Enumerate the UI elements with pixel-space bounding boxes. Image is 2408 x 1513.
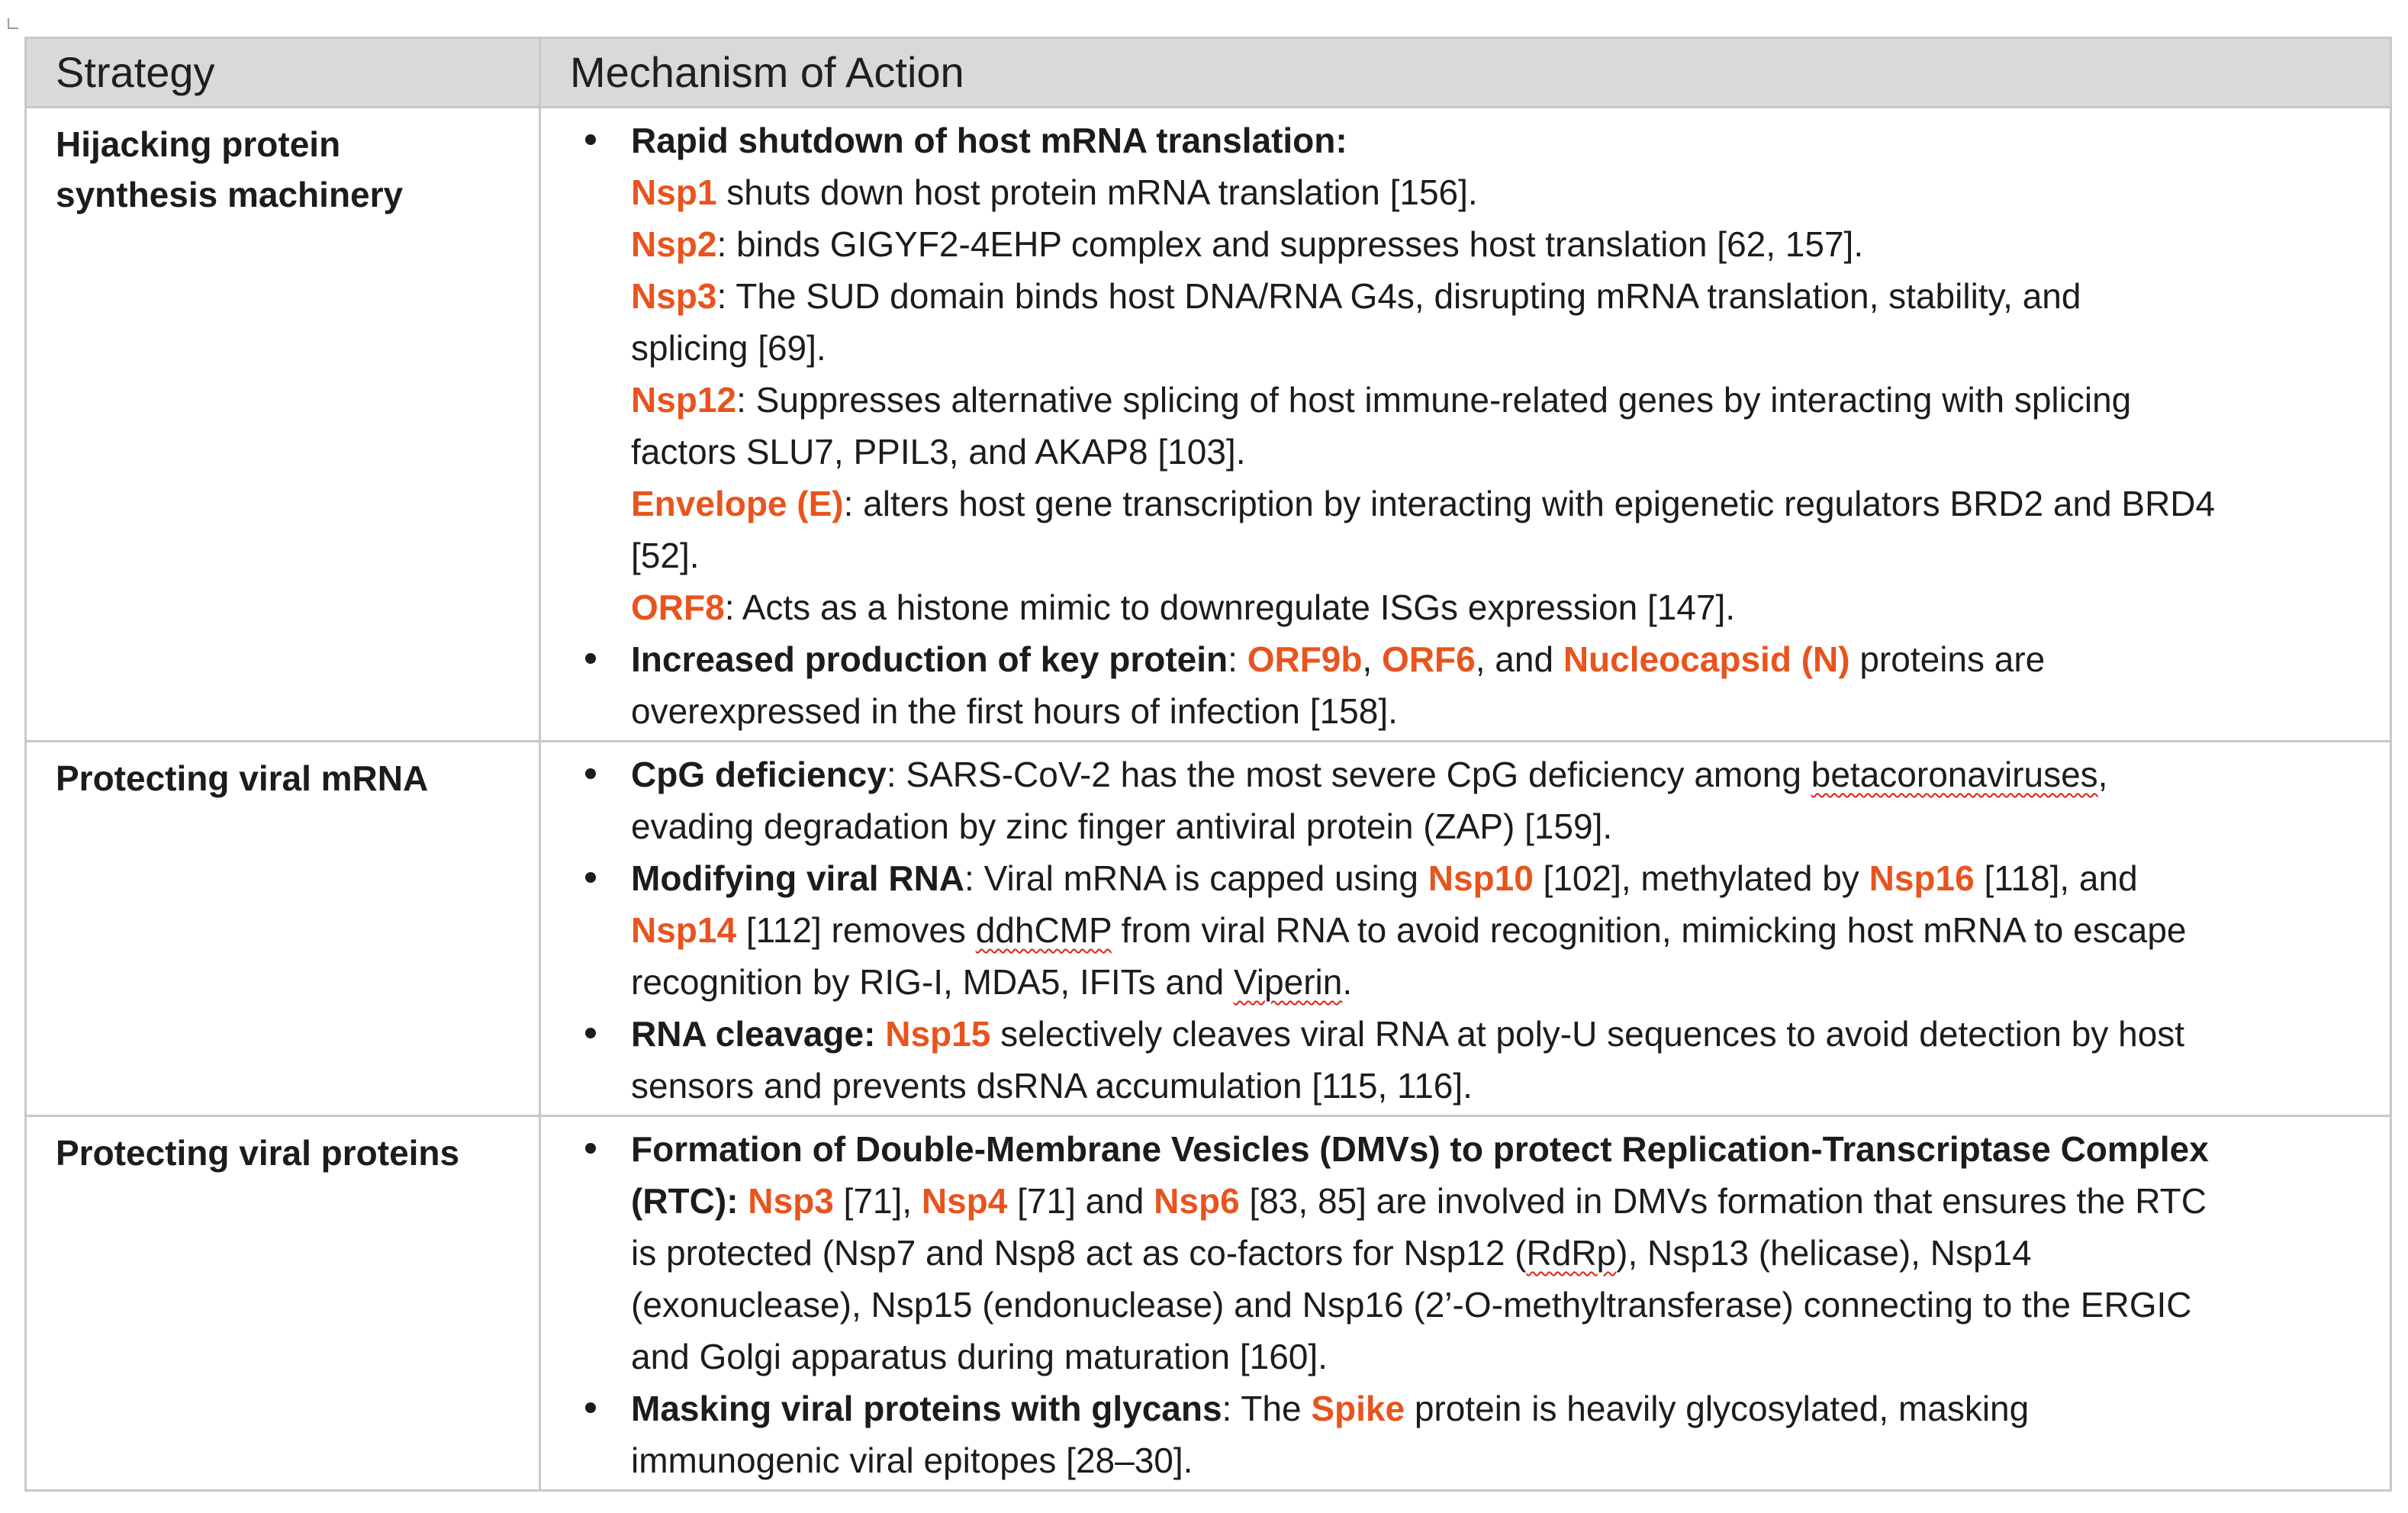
mechanism-line [631,904,2374,956]
mechanism-cell[interactable] [540,742,2391,1116]
table-row [26,108,2391,742]
protein-name: Nsp3 [631,276,717,316]
strategy-text: Hijacking protein [56,124,341,164]
mechanism-line [631,1383,2374,1434]
mechanism-text: protein is heavily glycosylated, masking [1405,1389,2030,1428]
bullet-icon [585,768,596,779]
bullet-title: Modifying viral RNA [631,858,965,898]
protein-name: ORF6 [1382,639,1476,679]
strategy-cell[interactable] [26,742,540,1116]
punctuation: , and [1475,639,1563,679]
protein-name: Nsp2 [631,224,717,264]
protein-name: Nsp1 [631,172,717,212]
mechanism-text: : binds GIGYF2-4EHP complex and suppresses host translation [62, 157]. [716,224,1864,264]
protein-name: Nsp12 [631,380,737,420]
bullet-item [541,748,2374,852]
mechanism-text: selectively cleaves viral RNA at poly-U sequences to avoid detection by host [990,1014,2185,1054]
strategy-cell[interactable] [26,1116,540,1491]
protein-name: Nsp14 [631,910,737,950]
mechanism-line [631,852,2374,904]
mechanism-text: from viral RNA to avoid recognition, mimicking host mRNA to escape [1111,910,2187,950]
punctuation: , [2097,755,2108,794]
mechanism-line: splicing [69]. [631,328,826,368]
spellcheck-word[interactable]: Viperin [1233,962,1343,1002]
punctuation: . [1342,962,1353,1002]
mechanism-line [631,1008,2374,1060]
bullet-title: Increased production of key protein [631,639,1228,679]
mechanism-line [631,1227,2374,1279]
mechanism-text: : alters host gene transcription by interacting with epigenetic regulators BRD2 and BRD4 [843,484,2216,523]
mechanism-line [631,581,2374,633]
bullet-title: Masking viral proteins with glycans [631,1389,1222,1428]
bullet-item [541,633,2374,737]
strategy-text: Protecting viral mRNA [56,758,429,798]
mechanism-line [631,478,2374,530]
mechanism-text: shuts down host protein mRNA translation [156]. [716,172,1478,212]
mechanism-text: [71] and [1007,1181,1154,1221]
bullet-title: Rapid shutdown of host mRNA translation: [631,121,1347,160]
bullet-title: (RTC) [631,1181,727,1221]
corner-mark [8,18,18,29]
header-mechanism[interactable]: Mechanism of Action [540,38,2391,108]
mechanism-line [631,218,2374,270]
protein-name: Envelope (E) [631,484,844,523]
strategy-text: Protecting viral proteins [56,1133,460,1173]
mechanism-line: and Golgi apparatus during maturation [160]. [631,1337,1328,1376]
mechanism-text: [112] removes [736,910,976,950]
spellcheck-word[interactable]: betacoronaviruses [1811,755,2098,794]
bullet-icon [585,1143,596,1154]
mechanism-text: recognition by RIG-I, MDA5, IFITs and [631,962,1234,1002]
bullet-item [541,852,2374,1008]
protein-name: Nsp16 [1869,858,1975,898]
protein-name: Nsp10 [1428,858,1534,898]
protein-name: ORF8 [631,587,725,627]
mechanism-text: [102], methylated by [1533,858,1869,898]
punctuation: , [1362,639,1383,679]
mechanism-line: factors SLU7, PPIL3, and AKAP8 [103]. [631,432,1246,472]
protein-name: ORF9b [1247,639,1363,679]
protein-name: Nsp3 [748,1181,834,1221]
bullet-title: CpG deficiency [631,755,887,794]
mechanism-text: [83, 85] are involved in DMVs formation that ensures the RTC [1239,1181,2207,1221]
mechanism-cell[interactable] [540,108,2391,742]
mechanism-line [631,166,2374,218]
bullet-icon [585,653,596,664]
protein-name: Spike [1311,1389,1405,1428]
mechanism-line: immunogenic viral epitopes [28–30]. [631,1441,1193,1480]
punctuation: : [864,1014,886,1054]
bullet-item [541,1123,2374,1383]
bullet-item [541,114,2374,633]
mechanism-text: proteins are [1849,639,2046,679]
mechanism-line: overexpressed in the first hours of infection [158]. [631,691,1398,731]
mechanism-text: [118], and [1974,858,2138,898]
mechanism-line [631,748,2374,800]
punctuation: : [726,1181,748,1221]
mechanism-line [631,633,2374,685]
mechanism-text: : SARS-CoV-2 has the most severe CpG deficiency among [886,755,1811,794]
strategy-cell[interactable] [26,108,540,742]
punctuation: : [1228,639,1247,679]
bullet-icon [585,1402,596,1413]
mechanism-line [631,956,2374,1008]
mechanism-line: [52]. [631,536,700,575]
mechanism-line: (exonuclease), Nsp15 (endonuclease) and Nsp16 (2’-O-methyltransferase) connecting to the ERGIC [631,1285,2192,1325]
bullet-icon [585,134,596,145]
mechanism-text: [71], [833,1181,922,1221]
mechanism-text: : Acts as a histone mimic to downregulate ISGs expression [147]. [724,587,1736,627]
bullet-title: RNA cleavage [631,1014,864,1054]
header-row [26,38,2391,108]
mechanism-cell[interactable] [540,1116,2391,1491]
protein-name: Nucleocapsid (N) [1563,639,1850,679]
bullet-item [541,1383,2374,1486]
mechanism-text: ), Nsp13 (helicase), Nsp14 [1616,1233,2032,1273]
mechanism-line [631,374,2374,426]
mechanism-line [631,270,2374,322]
strategy-text: synthesis machinery [56,175,404,214]
mechanism-line: evading degradation by zinc finger antiviral protein (ZAP) [159]. [631,806,1613,846]
strategy-table [24,37,2392,1492]
protein-name: Nsp15 [885,1014,991,1054]
mechanism-text: : The SUD domain binds host DNA/RNA G4s, disrupting mRNA translation, stability, and [716,276,2081,316]
protein-name: Nsp6 [1154,1181,1240,1221]
table-row [26,1116,2391,1491]
mechanism-text: : The [1222,1389,1312,1428]
mechanism-text: : Suppresses alternative splicing of host immune-related genes by interacting with splicing [736,380,2132,420]
bullet-icon [585,1028,596,1038]
table-row [26,742,2391,1116]
bullet-item [541,1008,2374,1112]
mechanism-line: sensors and prevents dsRNA accumulation [115, 116]. [631,1066,1473,1106]
spellcheck-word[interactable]: ddhCMP [975,910,1112,950]
mechanism-text: is protected (Nsp7 and Nsp8 act as co-factors for Nsp12 ( [631,1233,1527,1273]
mechanism-line [631,1175,2374,1227]
spellcheck-word[interactable]: RdRp [1526,1233,1617,1273]
protein-name: Nsp4 [921,1181,1008,1221]
header-strategy[interactable]: Strategy [26,38,540,108]
bullet-icon [585,872,596,883]
mechanism-text: : Viral mRNA is capped using [964,858,1428,898]
bullet-title: Formation of Double-Membrane Vesicles (DMVs) to protect Replication-Transcriptase Complex [631,1129,2209,1169]
